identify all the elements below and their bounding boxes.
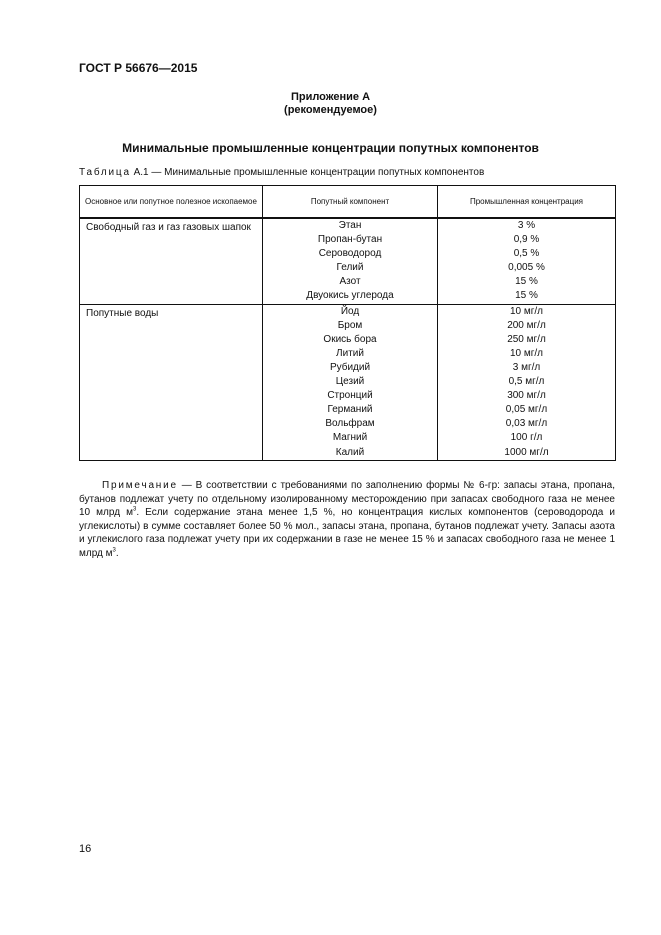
table-row	[80, 218, 616, 304]
table-caption	[79, 167, 484, 178]
component-name: Бром	[337, 319, 363, 331]
component-cell	[263, 304, 438, 460]
page-number: 16	[79, 843, 92, 855]
component-name: Литий	[336, 347, 364, 359]
table-caption-number: А.1	[133, 167, 149, 178]
component-name: Рубидий	[329, 361, 371, 373]
concentration-value: 200 мг/л	[507, 319, 546, 331]
component-name: Азот	[339, 276, 361, 288]
concentration-value: 10 мг/л	[509, 305, 544, 317]
component-name: Цезий	[335, 376, 365, 388]
component-name: Йод	[340, 305, 360, 317]
mineral-cell	[80, 304, 263, 460]
note-text-1: — В соответствии с требованиями по заполнению формы № 6-гр: запасы этана, пропана, бутанов подлежат учету по отдельному изолированному месторождению при запасах свободного газа не менее 10 млрд м	[79, 480, 615, 518]
note-text-2: . Если содержание этана менее 1,5 %, но концентрация кислых компонентов (сероводорода и углекислоты) в сумме составляет более 50 % мол., запасы этана, пропана, бутанов подлежат учету. Запасы азота и углекислого газа подлежат учету при их содержании в газе не менее 15 % и запасах свободного газа не менее 1 млрд м	[79, 507, 615, 559]
table-caption-text: — Минимальные промышленные концентрации попутных компонентов	[148, 167, 485, 178]
table-body	[80, 218, 616, 460]
component-name: Стронций	[327, 390, 373, 402]
table-row	[80, 304, 616, 460]
concentration-value: 0,03 мг/л	[505, 418, 548, 430]
concentration-value: 15 %	[515, 276, 538, 288]
concentration-cell	[438, 218, 616, 304]
concentration-value: 3 %	[517, 220, 536, 231]
concentration-value: 300 мг/л	[507, 390, 546, 402]
concentrations-table	[79, 185, 616, 461]
concentration-value: 250 мг/л	[507, 333, 546, 345]
component-name: Этан	[338, 220, 362, 231]
concentration-value: 3 мг/л	[512, 361, 541, 373]
concentration-value: 0,5 мг/л	[508, 376, 545, 388]
component-name: Вольфрам	[325, 418, 375, 430]
table-caption-label: Таблица	[79, 167, 131, 178]
page-title: Минимальные промышленные концентрации попутных компонентов	[122, 141, 539, 155]
concentration-value: 100 г/л	[510, 432, 543, 444]
component-name: Пропан-бутан	[317, 234, 383, 246]
appendix-heading	[0, 91, 661, 117]
component-name: Сероводород	[318, 248, 382, 260]
note-sup-2: 3	[112, 547, 116, 554]
note-label: Примечание	[102, 480, 178, 491]
table-header-row	[80, 186, 616, 219]
component-name: Двуокись углерода	[306, 290, 394, 302]
note-sup-1: 3	[132, 506, 137, 513]
concentration-value: 0,5 %	[513, 248, 540, 260]
concentration-value: 0,005 %	[508, 262, 545, 274]
component-cell	[263, 218, 438, 304]
concentration-value: 1000 мг/л	[504, 446, 549, 458]
concentration-value: 0,05 мг/л	[505, 404, 548, 416]
appendix-title: Приложение А	[290, 91, 371, 103]
document-code: ГОСТ Р 56676—2015	[79, 61, 198, 75]
table-note	[79, 479, 615, 560]
component-name: Калий	[335, 446, 365, 458]
component-name: Германий	[327, 404, 373, 416]
component-name: Гелий	[336, 262, 364, 274]
component-name: Магний	[332, 432, 368, 444]
concentration-value: 0,9 %	[513, 234, 540, 246]
concentration-value: 15 %	[515, 290, 538, 302]
column-header-concentration: Промышленная концентрация	[438, 186, 616, 219]
mineral-name: Попутные воды	[86, 307, 159, 319]
appendix-subtitle: (рекомендуемое)	[284, 104, 377, 116]
column-header-component: Попутный компонент	[263, 186, 438, 219]
note-text-3: .	[115, 547, 119, 559]
concentration-cell	[438, 304, 616, 460]
column-header-mineral: Основное или попутное полезное ископаемое	[80, 186, 263, 219]
component-name: Окись бора	[323, 333, 377, 345]
concentration-value: 10 мг/л	[509, 347, 544, 359]
mineral-name: Свободный газ и газ газовых шапок	[86, 222, 251, 233]
mineral-cell	[80, 218, 263, 304]
